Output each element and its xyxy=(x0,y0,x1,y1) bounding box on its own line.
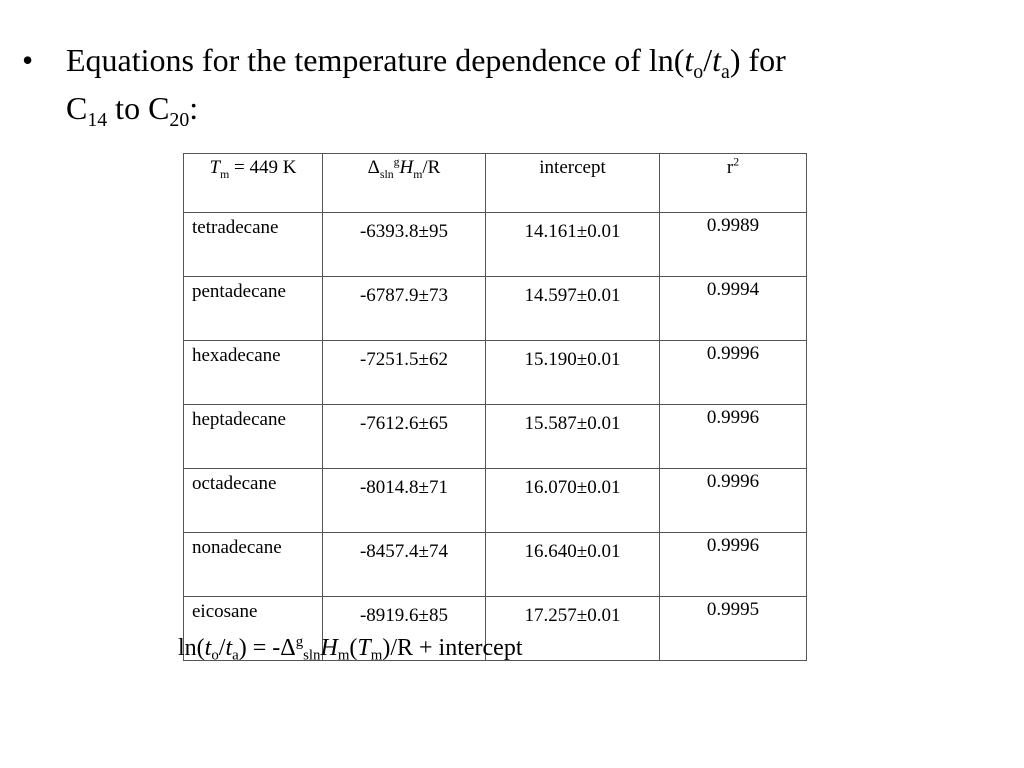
slope-cell: -8014.8±71 xyxy=(323,469,486,533)
data-table xyxy=(183,153,807,664)
heading-t-var-1: t xyxy=(684,42,694,78)
heading-c-start-sub: 14 xyxy=(87,108,108,131)
header-r-sup: 2 xyxy=(733,155,740,169)
heading-prefix: Equations for the temperature dependence of ln( xyxy=(66,42,685,78)
intercept-cell: 15.587±0.01 xyxy=(486,405,660,469)
header-tm xyxy=(184,154,323,213)
eq-sln-sub: sln xyxy=(303,647,321,664)
r2-cell: 0.9996 xyxy=(660,341,807,405)
eq-tail: )/R + intercept xyxy=(382,635,523,661)
intercept-cell: 17.257±0.01 xyxy=(486,597,660,661)
slope-cell: -8457.4±74 xyxy=(323,533,486,597)
compound-cell: heptadecane xyxy=(184,405,323,469)
header-h-var: H xyxy=(399,157,414,178)
intercept-cell: 14.161±0.01 xyxy=(486,213,660,277)
r2-cell: 0.9995 xyxy=(660,597,807,661)
r2-cell: 0.9994 xyxy=(660,277,807,341)
intercept-cell: 15.190±0.01 xyxy=(486,341,660,405)
eq-h-sub: m xyxy=(337,647,350,664)
eq-paren-open: ( xyxy=(349,635,358,661)
r2-cell: 0.9989 xyxy=(660,213,807,277)
heading-colon: : xyxy=(189,90,199,126)
eq-t-sub-2: a xyxy=(232,647,239,664)
header-r: r xyxy=(726,157,734,178)
slope-cell: -7251.5±62 xyxy=(323,341,486,405)
heading-t-var-2: t xyxy=(712,42,721,78)
intercept-cell: 16.070±0.01 xyxy=(486,469,660,533)
header-h-sub: m xyxy=(413,167,423,181)
eq-t-var-2: t xyxy=(225,635,233,661)
heading-slash: / xyxy=(703,42,713,78)
heading-text xyxy=(66,36,1002,132)
header-tm-var: T xyxy=(209,157,221,178)
eq-tm-var: T xyxy=(357,635,371,661)
eq-slash: / xyxy=(218,635,226,661)
slope-cell: -6787.9±73 xyxy=(323,277,486,341)
eq-ln-open: ln( xyxy=(178,635,205,661)
eq-t-sub-1: o xyxy=(211,647,219,664)
eq-t-var-1: t xyxy=(204,635,212,661)
heading-t-sub-2: a xyxy=(721,60,730,83)
bullet-point: • xyxy=(22,42,34,78)
r2-cell: 0.9996 xyxy=(660,405,807,469)
slide-heading xyxy=(22,36,1002,132)
table-row xyxy=(184,213,807,277)
compound-cell: eicosane xyxy=(184,597,323,661)
eq-g-sup: g xyxy=(295,634,304,651)
eq-tm-sub: m xyxy=(370,647,383,664)
compound-cell: pentadecane xyxy=(184,277,323,341)
slope-cell: -6393.8±95 xyxy=(323,213,486,277)
table-row xyxy=(184,405,807,469)
heading-c-end: C xyxy=(148,90,170,126)
header-tm-value: = 449 K xyxy=(229,157,297,178)
intercept-cell: 16.640±0.01 xyxy=(486,533,660,597)
table-row xyxy=(184,469,807,533)
table-row xyxy=(184,341,807,405)
header-h-rest: /R xyxy=(422,157,441,178)
r2-cell: 0.9996 xyxy=(660,533,807,597)
header-delta-sup: g xyxy=(393,155,400,169)
r2-cell: 0.9996 xyxy=(660,469,807,533)
heading-c-end-sub: 20 xyxy=(169,108,190,131)
eq-equals: ) = -Δ xyxy=(238,635,296,661)
header-intercept: intercept xyxy=(486,154,660,213)
compound-cell: nonadecane xyxy=(184,533,323,597)
intercept-cell: 14.597±0.01 xyxy=(486,277,660,341)
header-tm-sub: m xyxy=(220,167,230,181)
compound-cell: tetradecane xyxy=(184,213,323,277)
header-enthalpy xyxy=(323,154,486,213)
heading-to: to xyxy=(107,90,149,126)
header-r2 xyxy=(660,154,807,213)
table-header-row xyxy=(184,154,807,213)
eq-h-var: H xyxy=(320,635,338,661)
heading-mid: ) for xyxy=(729,42,786,78)
slope-cell: -7612.6±65 xyxy=(323,405,486,469)
header-delta-sub: sln xyxy=(379,167,394,181)
compound-cell: hexadecane xyxy=(184,341,323,405)
compound-cell: octadecane xyxy=(184,469,323,533)
header-delta: Δ xyxy=(367,157,380,178)
equation xyxy=(178,632,523,664)
table-row xyxy=(184,533,807,597)
heading-c-start: C xyxy=(66,90,88,126)
slope-cell: -8919.6±85 xyxy=(323,597,486,661)
heading-t-sub-1: o xyxy=(693,60,704,83)
table-row xyxy=(184,277,807,341)
